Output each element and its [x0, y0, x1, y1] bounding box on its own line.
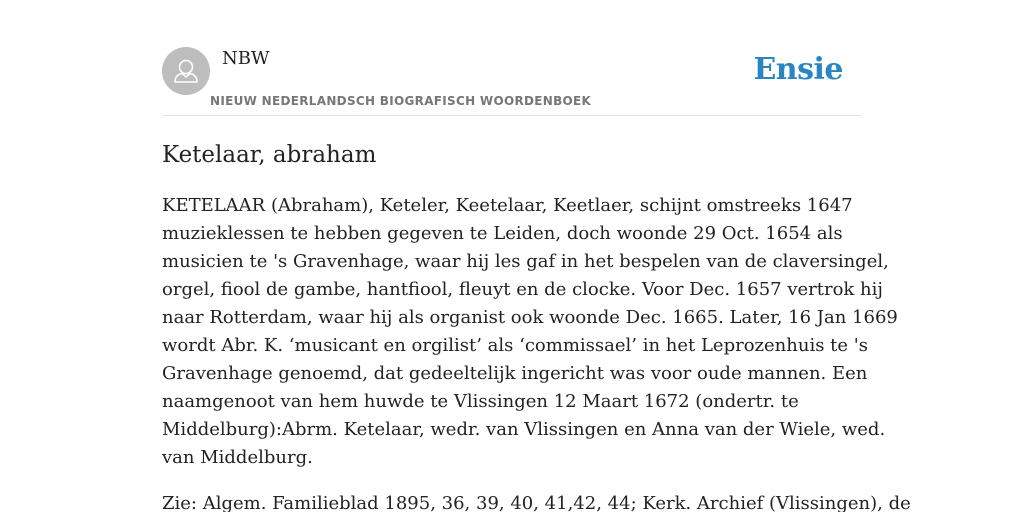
brand-logo-link[interactable]: Ensie	[753, 52, 843, 87]
text-line: Gravenhage genoemd, dat gedeeltelijk ingericht was voor oude mannen. Een	[162, 363, 868, 384]
text-line: naar Rotterdam, waar hij als organist ook woonde Dec. 1665. Later, 16 Jan 1669	[162, 307, 898, 328]
user-silhouette-icon	[162, 47, 210, 95]
article-paragraph	[162, 192, 898, 472]
text-line: orgel, fiool de gambe, hantfiool, fleuyt en de clocke. Voor Dec. 1657 vertrok hij	[162, 279, 883, 300]
text-line: wordt Abr. K. ‘musicant en orgilist’ als ‘commissael’ in het Leprozenhuis te 's	[162, 335, 868, 356]
text-line: Middelburg):Abrm. Ketelaar, wedr. van Vlissingen en Anna van der Wiele, wed.	[162, 419, 886, 440]
text-line: musicien te 's Gravenhage, waar hij les gaf in het bespelen van de claversingel,	[162, 251, 889, 272]
text-line: KETELAAR (Abraham), Keteler, Keetelaar, Keetlaer, schijnt omstreeks 1647	[162, 195, 853, 216]
text-line: naamgenoot van hem huwde te Vlissingen 12 Maart 1672 (ondertr. te	[162, 391, 799, 412]
text-line: muzieklessen te hebben gegeven te Leiden, doch woonde 29 Oct. 1654 als	[162, 223, 843, 244]
text-line: Zie: Algem. Familieblad 1895, 36, 39, 40, 41,42, 44; Kerk. Archief (Vlissingen), de	[162, 493, 911, 512]
source-full-name: NIEUW NEDERLANDSCH BIOGRAFISCH WOORDENBOEK	[210, 94, 592, 108]
article-body	[162, 192, 911, 512]
article-references	[162, 490, 911, 512]
source-avatar[interactable]	[162, 47, 210, 95]
article-title: Ketelaar, abraham	[162, 142, 377, 168]
source-name[interactable]: NBW	[222, 48, 270, 69]
text-line: van Middelburg.	[162, 447, 313, 468]
source-header	[162, 44, 862, 116]
